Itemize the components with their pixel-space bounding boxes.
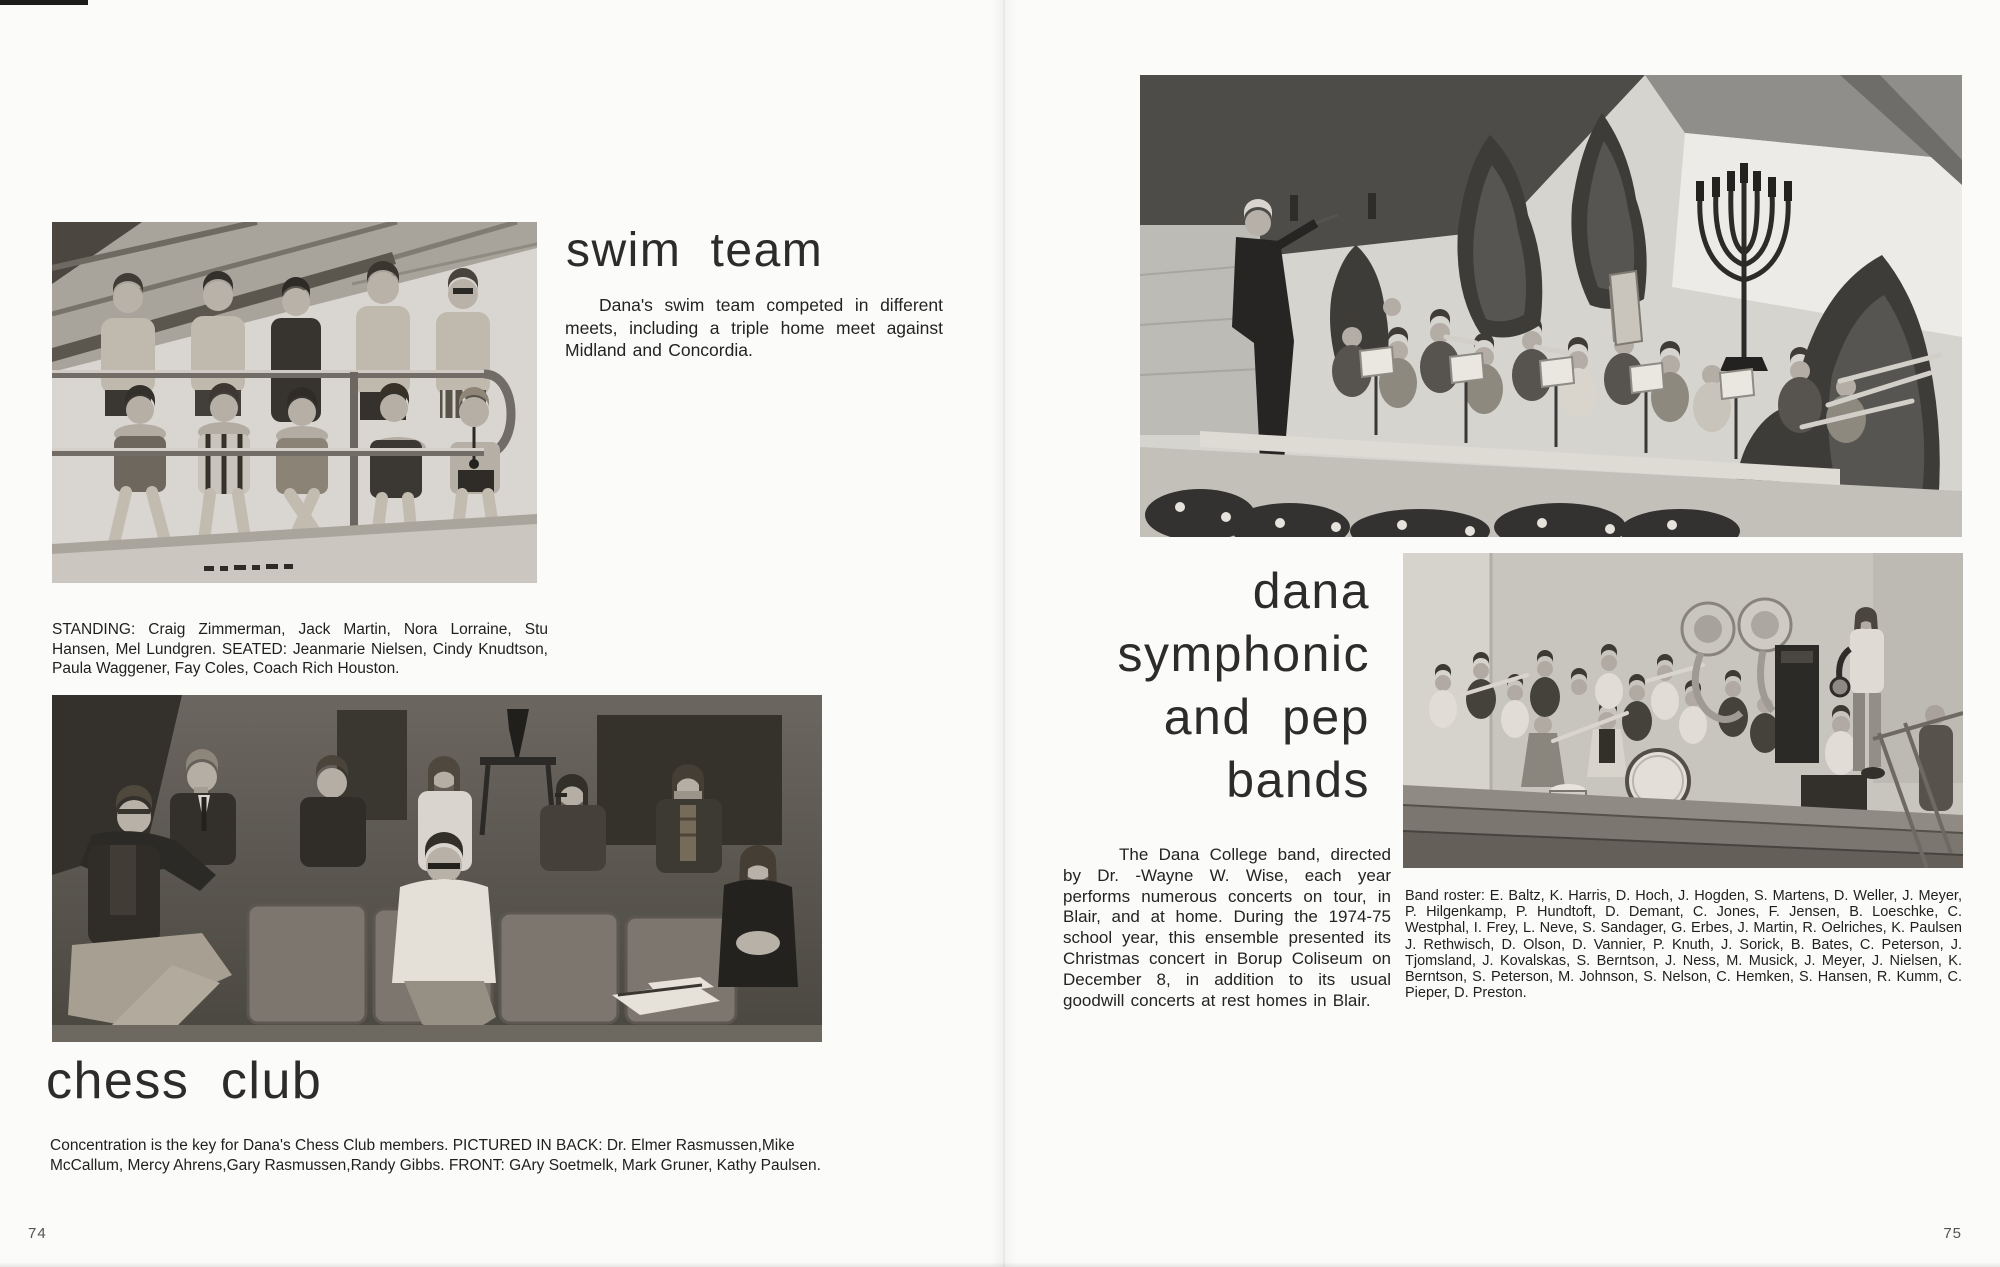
band-heading-line-1: dana [1252, 563, 1370, 619]
band-heading-line-2: symphonic [1117, 626, 1370, 682]
band-roster-caption: Band roster: E. Baltz, K. Harris, D. Hoch, J. Hogden, S. Martens, D. Weller, J. Meyer, P. Hilgenkamp, P. Hundtoft, D. Demant, C. Jones, F. Jensen, B. Loeschke, C. Westphal, I. Frey, L. Neve, S. Sandager, G. Erbes, J. Martin, R. Oelriches, K. Paulsen J. Rethwisch, D. Olson, D. Vannier, P. Knuth, J. Sorick, B. Bates, C. Peterson, J. Tjomsland, J. Kovalskas, S. Berntson, J. Ness, M. Musick, J. Meyer, J. Nielsen, K. Berntson, S. Peterson, M. Johnson, S. Nelson, C. Hemken, S. Hansen, R. Kumm, C. Pieper, D. Preston. [1405, 888, 1962, 1002]
chess-club-photo-illustration [52, 695, 822, 1042]
band-concert-photo [1140, 75, 1962, 537]
swim-section-heading: swim team [566, 224, 824, 277]
band-concert-photo-illustration [1140, 75, 1962, 537]
page-gutter-shadow [991, 0, 1017, 1267]
chess-photo-caption: Concentration is the key for Dana's Chess Club members. PICTURED IN BACK: Dr. Elmer Rasmussen,Mike McCallum, Mercy Ahrens,Gary Rasmussen,Randy Gibbs. FRONT: GAry Soetmelk, Mark Gruner, Kathy Paulsen. [50, 1137, 821, 1174]
band-section-body: The Dana College band, directed by Dr. -Wayne W. Wise, each year performs numerous concerts on tour, in Blair, and at home. During the 1974-75 school year, this ensemble presented its Christmas concert in Borup Coliseum on December 8, in addition to its usual goodwill concerts at rest homes in Blair. [1063, 845, 1391, 1010]
pep-band-photo-illustration [1403, 553, 1963, 868]
scan-edge-bottom [0, 1262, 2000, 1267]
swim-section-body: Dana's swim team competed in different meets, including a triple home meet against Midland and Concordia. [565, 295, 943, 360]
left-page-number: 74 [28, 1225, 47, 1242]
swim-team-photo-illustration [52, 222, 537, 583]
swim-photo-caption: STANDING: Craig Zimmerman, Jack Martin, Nora Lorraine, Stu Hansen, Mel Lundgren. SEATED: Jeanmarie Nielsen, Cindy Knudtson, Paula Waggener, Fay Coles, Coach Rich Houston. [52, 621, 548, 677]
right-page-number: 75 [1943, 1225, 1962, 1242]
pep-band-photo [1403, 553, 1963, 868]
scan-artifact-top-left [0, 0, 88, 5]
band-heading-line-4: bands [1226, 752, 1370, 808]
swim-team-photo [52, 222, 537, 583]
band-section-heading [1040, 560, 1370, 812]
chess-section-heading: chess club [46, 1052, 323, 1110]
chess-club-photo [52, 695, 822, 1042]
band-heading-line-3: and pep [1163, 689, 1370, 745]
